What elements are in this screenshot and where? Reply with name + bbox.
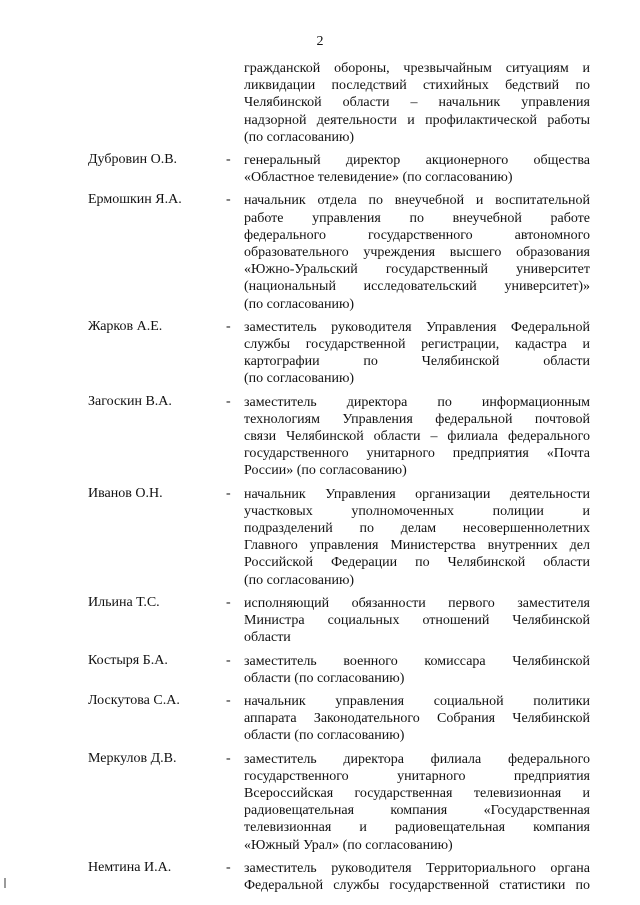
continued-description [0,60,640,146]
commission-member-list [0,60,640,900]
position-line: федерального государственного автономного [244,227,590,243]
member-name: Загоскин В.А. [88,393,172,409]
position-line: заместитель руководителя Управления Федеральной [244,319,590,335]
position-line: работе управления по внеучебной работе [244,210,590,226]
member-entry [0,486,640,589]
position-line: заместитель директора по информационным [244,394,590,410]
position-line: заместитель директора филиала федерального [244,751,590,767]
position-line: Всероссийская государственная телевизионная и [244,785,590,801]
member-position [244,152,590,186]
separator-dash: - [226,152,231,168]
member-name: Дубровин О.В. [88,152,178,168]
member-position [244,486,590,589]
member-entry [0,653,640,687]
position-line: аппарата Законодательного Собрания Челябинской [244,711,590,727]
position-line-last: России» (по согласованию) [244,463,407,479]
position-line-last: (по согласованию) [244,129,355,145]
position-line: заместитель военного комиссара Челябинской [244,653,590,669]
member-entry [0,693,640,745]
member-position [244,319,590,388]
separator-dash: - [226,692,231,708]
member-entry [0,860,640,894]
position-line: связи Челябинской области – филиала федерального [244,429,590,445]
scan-artifact [4,878,6,888]
position-line-last: области (по согласованию) [244,670,405,686]
position-line-last: (по согласованию) [244,371,355,387]
position-line: Главного управления Министерства внутренних дел [244,538,590,554]
member-position [244,860,590,894]
position-line: Челябинской области – начальник управления [244,95,590,111]
position-line: технологиям Управления федеральной почтовой [244,411,590,427]
separator-dash: - [226,652,231,668]
member-position [244,653,590,687]
position-line-last: области (по согласованию) [244,728,405,744]
position-line: начальник отдела по внеучебной и воспитательной [244,193,590,209]
separator-dash: - [226,594,231,610]
position-line: службы государственной регистрации, кадастра и [244,337,590,353]
separator-dash: - [226,318,231,334]
member-position [244,394,590,480]
separator-dash: - [226,485,231,501]
member-position [244,751,590,854]
position-line: ликвидации последствий стихийных бедствий по [244,78,590,94]
position-line: государственного унитарного предприятия «Почта [244,446,590,462]
position-line: надзорной деятельности и профилактической работы [244,112,590,128]
member-entry [0,192,640,312]
position-line: исполняющий обязанности первого заместителя [244,595,590,611]
position-line: подразделений по делам несовершеннолетних [244,521,590,537]
member-name: Иванов О.Н. [88,485,163,501]
position-line: «Южно-Уральский государственный университет [244,262,590,278]
member-name: Ермошкин Я.А. [88,192,182,208]
position-line: Министра социальных отношений Челябинской [244,613,590,629]
separator-dash: - [226,393,231,409]
position-line: начальник управления социальной политики [244,693,590,709]
position-line-last: «Областное телевидение» (по согласованию) [244,170,513,186]
position-line: Российской Федерации по Челябинской области [244,555,590,571]
position-line: государственного унитарного предприятия [244,768,590,784]
member-entry [0,319,640,388]
position-line-last: (по согласованию) [244,572,355,588]
member-name: Немтина И.А. [88,859,172,875]
position-line: картографии по Челябинской области [244,354,590,370]
position-line: образовательного учреждения высшего образования [244,245,590,261]
member-entry [0,394,640,480]
position-line: генеральный директор акционерного общества [244,153,590,169]
position-line-last: «Южный Урал» (по согласованию) [244,837,453,853]
member-name: Жарков А.Е. [88,318,163,334]
position-line: Федеральной службы государственной статистики по [244,877,590,893]
member-name: Меркулов Д.В. [88,750,177,766]
position-line-last: (по согласованию) [244,296,355,312]
position-line-last: области [244,630,291,646]
member-name: Ильина Т.С. [88,594,160,610]
member-position [244,60,590,146]
member-entry [0,152,640,186]
position-line: радиовещательная компания «Государственная [244,803,590,819]
member-position [244,192,590,312]
page-number: 2 [316,34,324,49]
position-line: начальник Управления организации деятельности [244,486,590,502]
separator-dash: - [226,750,231,766]
separator-dash: - [226,859,231,875]
separator-dash: - [226,192,231,208]
position-line: (национальный исследовательский университет)» [244,279,590,295]
member-entry [0,751,640,854]
position-line: заместитель руководителя Территориального органа [244,860,590,876]
position-line: телевизионная и радиовещательная компания [244,820,590,836]
member-entry [0,595,640,647]
position-line: участковых уполномоченных полиции и [244,503,590,519]
position-line: гражданской обороны, чрезвычайным ситуациям и [244,61,590,76]
member-position [244,595,590,647]
member-name: Костыря Б.А. [88,652,168,668]
member-name: Лоскутова С.А. [88,692,180,708]
member-position [244,693,590,745]
